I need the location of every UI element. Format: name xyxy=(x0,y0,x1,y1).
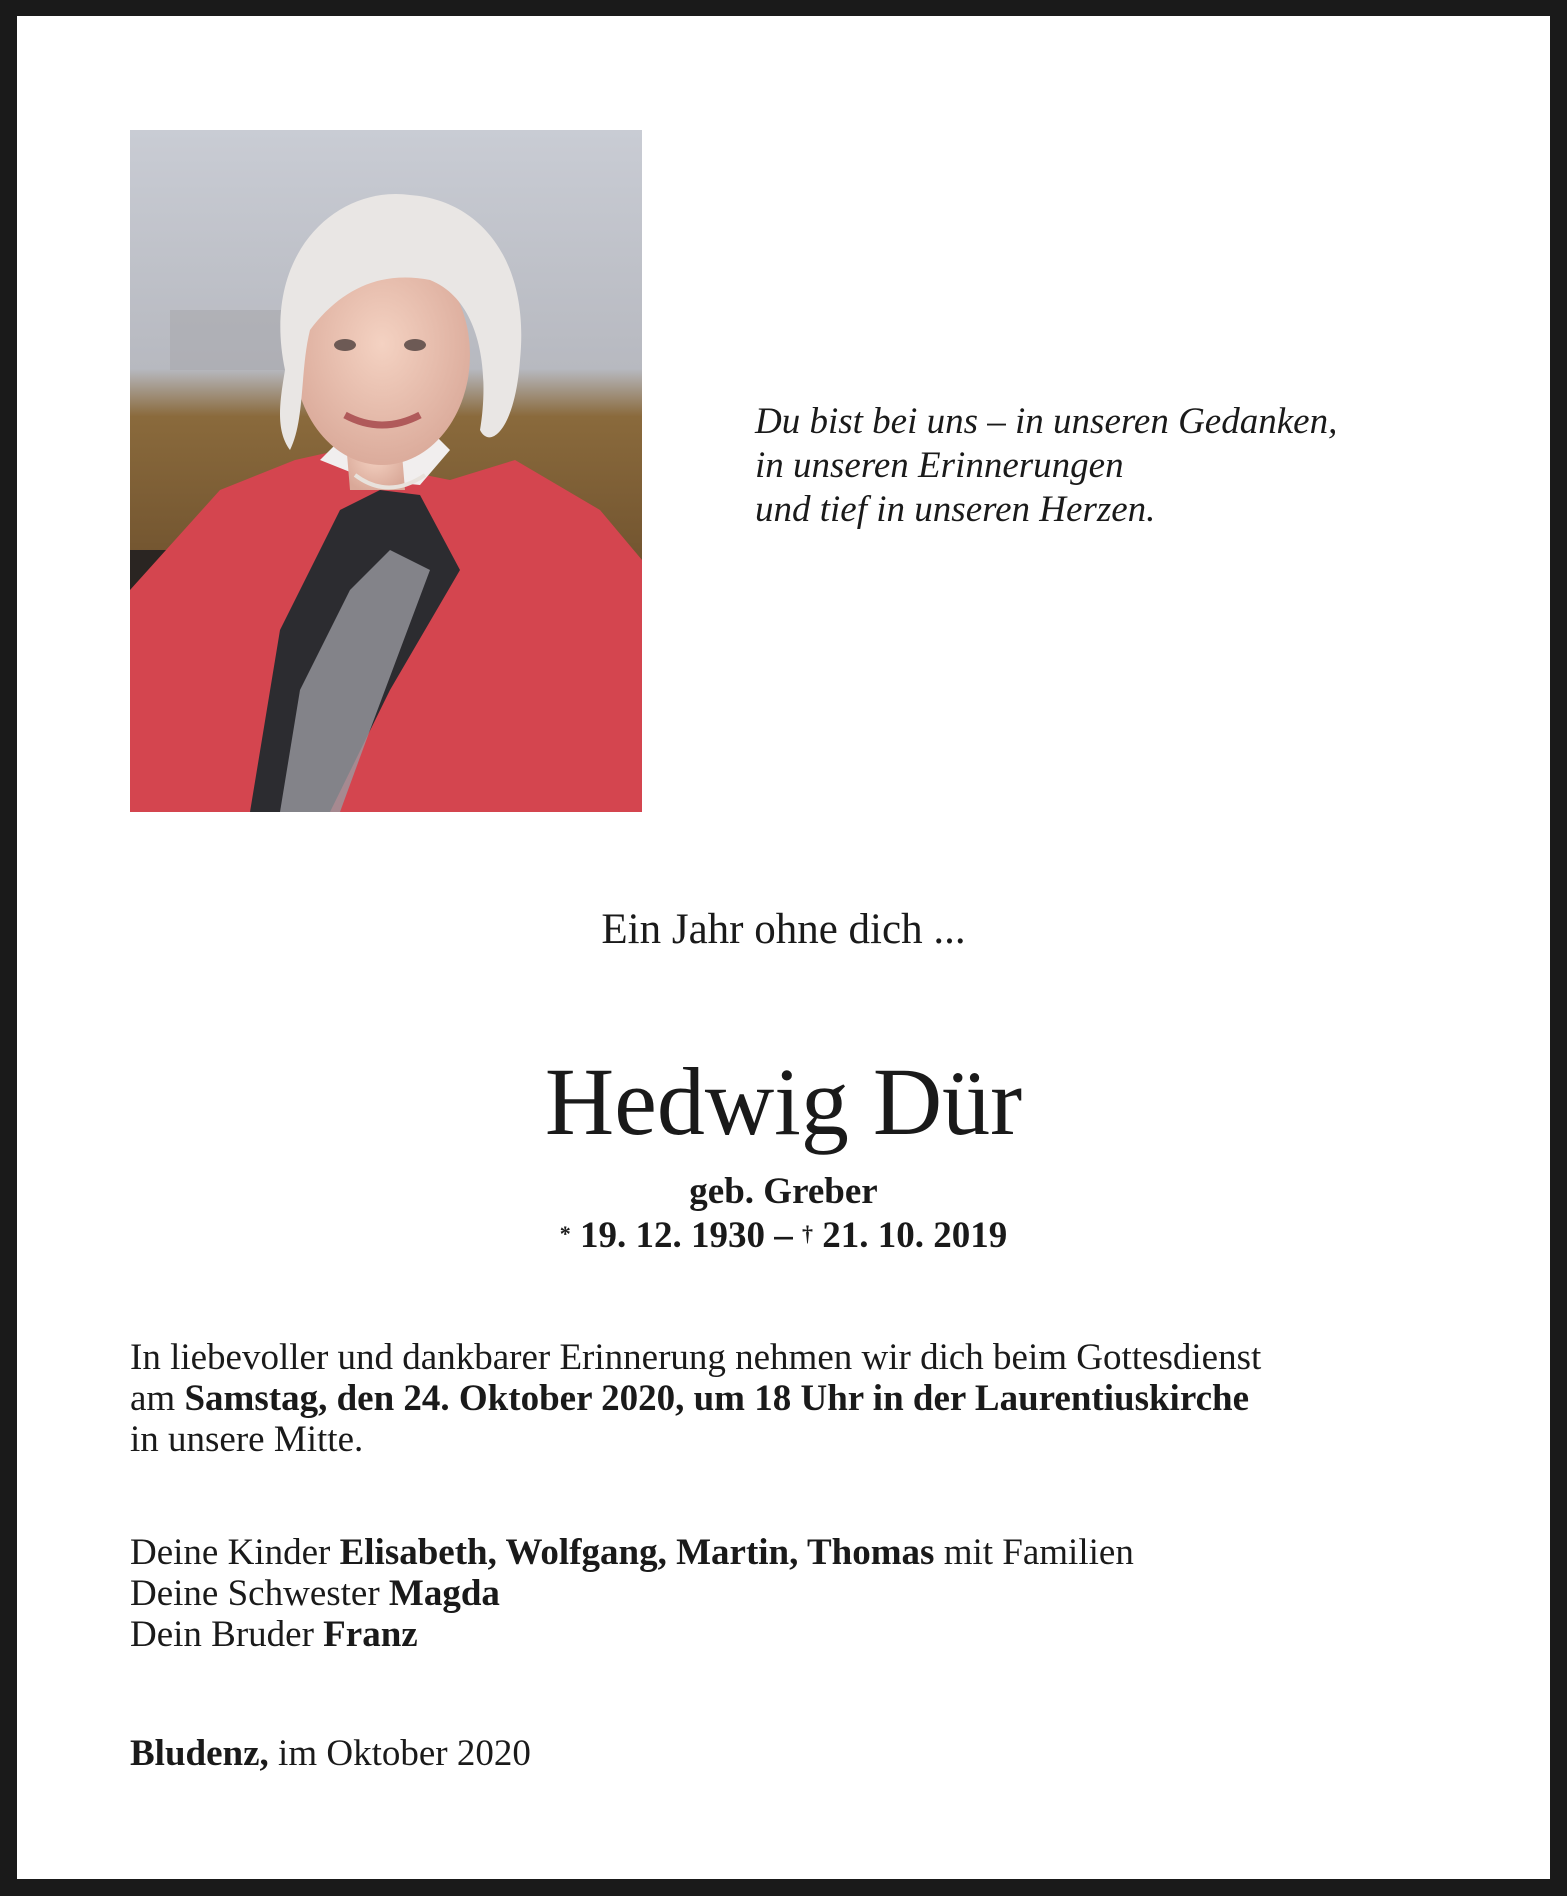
date-separator: – xyxy=(765,1215,802,1256)
maiden-name: geb. Greber xyxy=(689,1171,878,1212)
life-dates xyxy=(0,1214,1567,1258)
quote-line: in unseren Erinnerungen xyxy=(755,445,1124,486)
birth-symbol: * xyxy=(559,1221,571,1246)
family-line xyxy=(130,1532,1134,1573)
service-prefix: am xyxy=(130,1378,185,1419)
family-list xyxy=(130,1532,1134,1655)
family-relation: Deine Kinder xyxy=(130,1532,340,1573)
family-line xyxy=(130,1614,1134,1655)
family-line xyxy=(130,1573,1134,1614)
portrait-photo xyxy=(130,130,642,812)
family-names: Magda xyxy=(388,1573,500,1614)
closing-place: Bludenz, xyxy=(130,1733,269,1774)
family-names: Franz xyxy=(323,1614,418,1655)
service-line: In liebevoller und dankbarer Erinnerung nehmen wir dich beim Gottesdienst xyxy=(130,1337,1262,1378)
family-names: Elisabeth, Wolfgang, Martin, Thomas xyxy=(339,1532,935,1573)
closing-date: im Oktober 2020 xyxy=(268,1733,531,1774)
deceased-name: Hedwig Dür xyxy=(544,1048,1023,1155)
service-paragraph xyxy=(130,1337,1261,1460)
closing-line xyxy=(130,1733,531,1774)
death-symbol: † xyxy=(802,1221,813,1246)
family-relation: Deine Schwester xyxy=(130,1573,389,1614)
family-suffix: mit Familien xyxy=(934,1532,1134,1573)
quote-line: Du bist bei uns – in unseren Gedanken, xyxy=(755,401,1338,442)
memorial-quote xyxy=(755,400,1337,532)
intro-text: Ein Jahr ohne dich ... xyxy=(601,906,966,953)
quote-line: und tief in unseren Herzen. xyxy=(755,489,1156,530)
birth-date: 19. 12. 1930 xyxy=(580,1215,765,1256)
family-relation: Dein Bruder xyxy=(130,1614,324,1655)
service-line xyxy=(130,1378,1261,1419)
death-date: 21. 10. 2019 xyxy=(822,1215,1008,1256)
service-line: in unsere Mitte. xyxy=(130,1419,364,1460)
service-details: Samstag, den 24. Oktober 2020, um 18 Uhr in der Laurentiuskirche xyxy=(184,1378,1250,1419)
